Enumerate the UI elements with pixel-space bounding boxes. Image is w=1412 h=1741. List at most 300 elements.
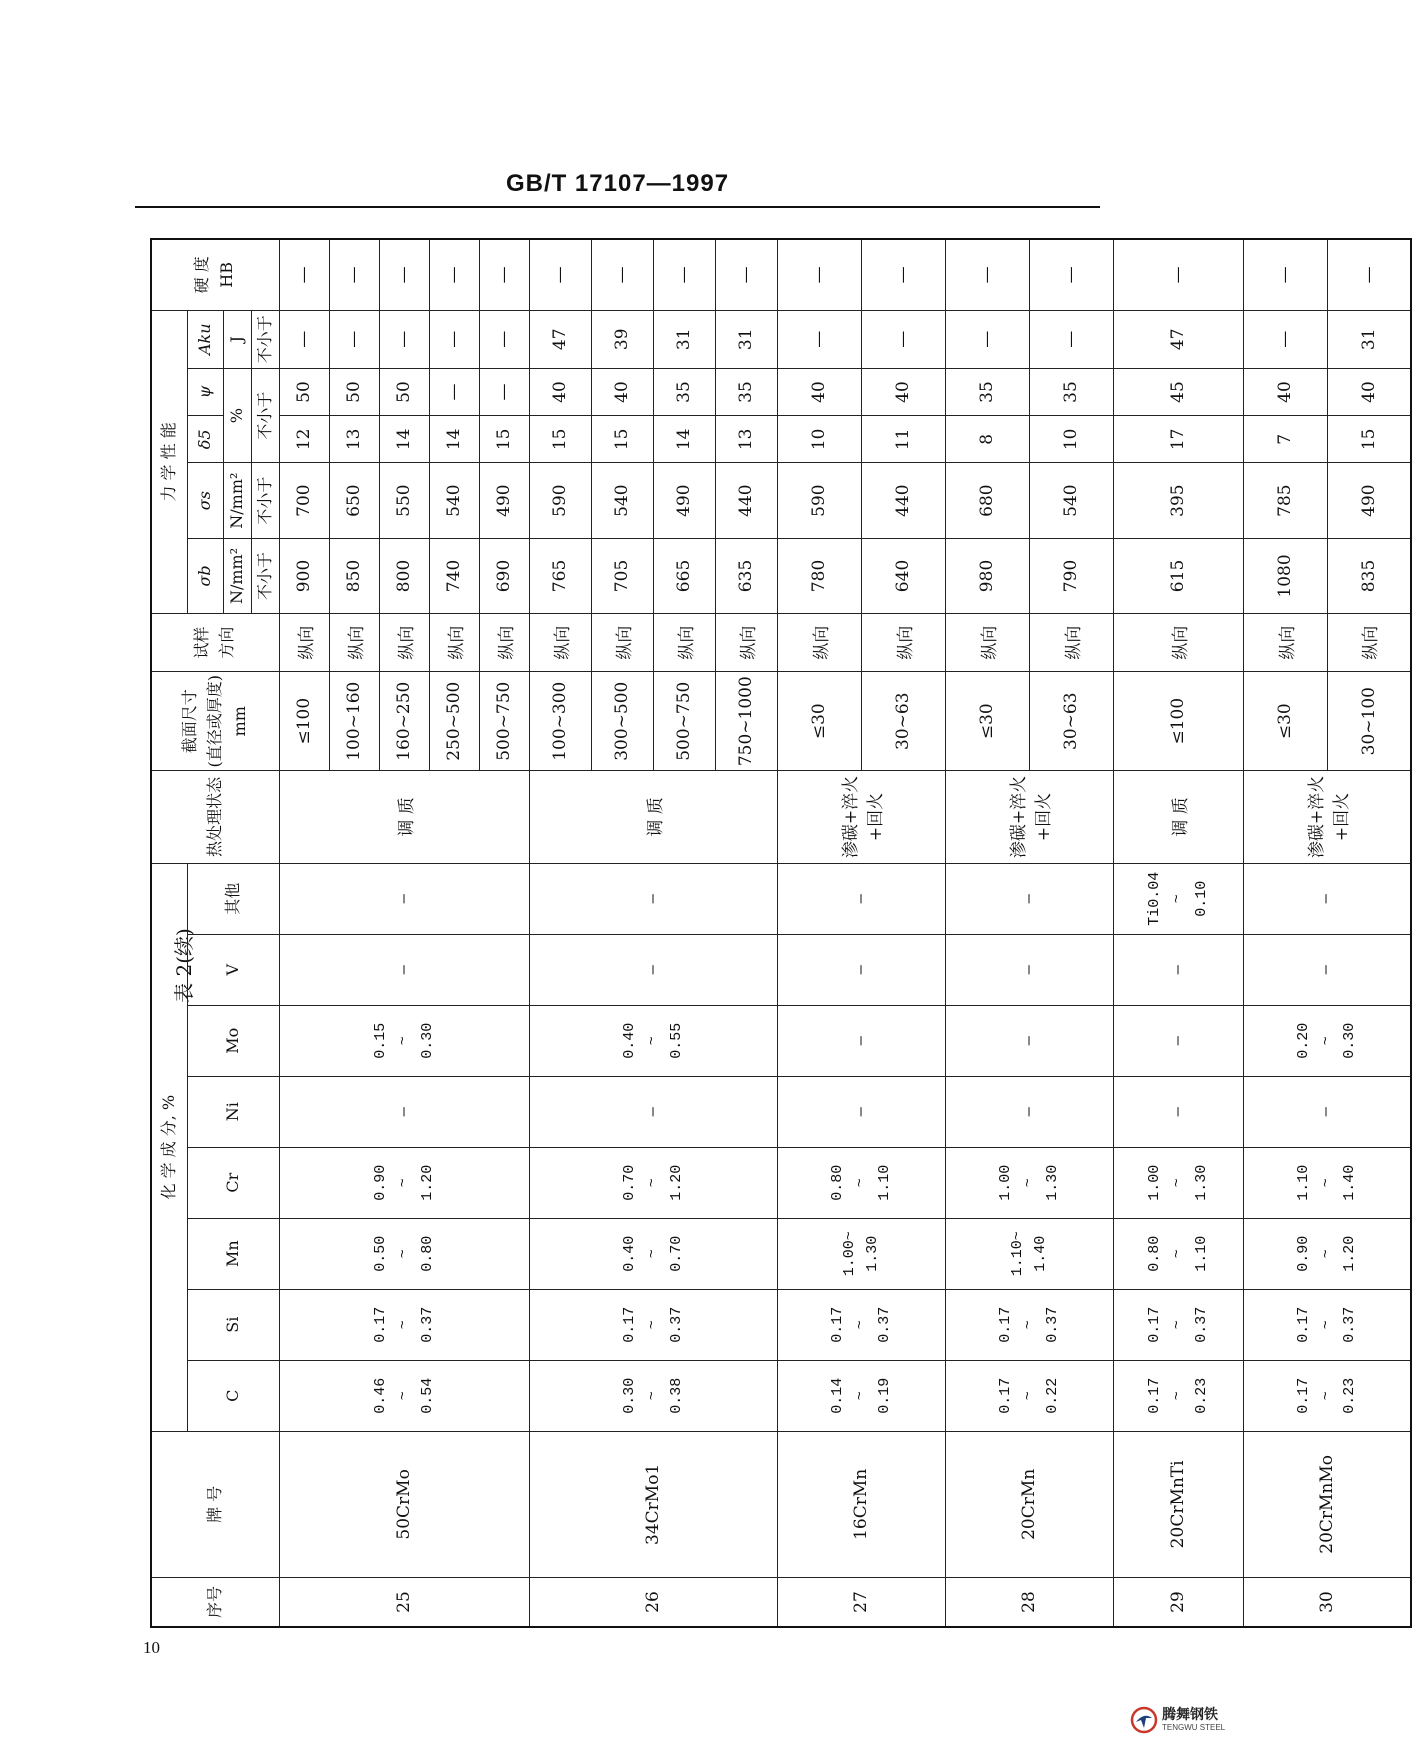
chem-cell-c-line: 0.17 — [1146, 1377, 1164, 1414]
seq-cell: 27 — [777, 1578, 945, 1627]
chem-cell-mn — [945, 1218, 1113, 1289]
chem-cell-c-line: 0.30 — [621, 1377, 639, 1414]
chem-cell-cr-line: 1.20 — [667, 1164, 685, 1201]
chem-cell-ni: — — [777, 1076, 945, 1147]
size-cell: ≤30 — [777, 672, 861, 771]
sigma-b-unit: N/mm² — [223, 538, 251, 613]
chem-cell-si-line: 0.37 — [1192, 1306, 1210, 1343]
chem-cell-si-line: 0.17 — [829, 1306, 847, 1343]
chem-cell-si-line: ~ — [1020, 1320, 1038, 1330]
chem-cell-c — [529, 1360, 777, 1431]
tensile-strength-cell: 705 — [591, 538, 653, 613]
table-row — [777, 239, 861, 1627]
chem-cell-mn-line: ~ — [1318, 1249, 1336, 1259]
tensile-strength-cell: 640 — [861, 538, 945, 613]
elongation-cell: 7 — [1243, 416, 1327, 463]
impact-energy-cell: 31 — [653, 310, 715, 368]
yield-strength-cell: 490 — [653, 463, 715, 538]
chem-cell-cr — [1113, 1147, 1243, 1218]
chem-cell-mo: — — [945, 1005, 1113, 1076]
mech-header: 力 学 性 能 — [151, 310, 187, 613]
chem-cell-v: — — [529, 934, 777, 1005]
direction-cell: 纵向 — [429, 614, 479, 672]
seq-header: 序号 — [151, 1578, 279, 1627]
hardness-cell: — — [529, 239, 591, 310]
chem-cell-ni: — — [1243, 1076, 1411, 1147]
si-header: Si — [187, 1289, 279, 1360]
chem-cell-c — [945, 1360, 1113, 1431]
hardness-cell: — — [429, 239, 479, 310]
table-row — [529, 239, 591, 1627]
steel-properties-table — [150, 238, 1412, 1628]
chem-cell-cr-line: 1.40 — [1341, 1164, 1359, 1201]
direction-cell: 纵向 — [1327, 614, 1411, 672]
brand-logo-icon — [1130, 1706, 1158, 1734]
chem-cell-v: — — [945, 934, 1113, 1005]
chem-cell-mo-line: ~ — [395, 1036, 413, 1046]
chem-cell-cr-line: 0.80 — [829, 1164, 847, 1201]
size-cell: 30~100 — [1327, 672, 1411, 771]
chem-cell-c-line: 0.38 — [667, 1377, 685, 1414]
chem-cell-si-line: 0.17 — [372, 1306, 390, 1343]
hardness-cell: — — [329, 239, 379, 310]
chem-cell-si-line: ~ — [644, 1320, 662, 1330]
yield-strength-cell: 680 — [945, 463, 1029, 538]
size-cell: 160~250 — [379, 672, 429, 771]
page-number: 10 — [143, 1638, 160, 1657]
direction-cell: 纵向 — [1243, 614, 1327, 672]
hardness-cell: — — [777, 239, 861, 310]
chem-cell-c-line: ~ — [395, 1391, 413, 1401]
chem-cell-c-line: 0.17 — [997, 1377, 1015, 1414]
chem-header: 化 学 成 分, % — [151, 863, 187, 1431]
tensile-strength-cell: 740 — [429, 538, 479, 613]
chem-cell-other — [1113, 863, 1243, 934]
chem-cell-cr — [945, 1147, 1113, 1218]
size-cell: 100~300 — [529, 672, 591, 771]
table-row — [279, 239, 329, 1627]
yield-strength-cell: 540 — [1029, 463, 1113, 538]
table-row — [1113, 239, 1243, 1627]
chem-cell-mo-line: 0.15 — [372, 1022, 390, 1059]
chem-cell-other-line: 0.10 — [1192, 880, 1210, 917]
chem-cell-c-line: 0.22 — [1043, 1377, 1061, 1414]
elongation-cell: 15 — [529, 416, 591, 463]
heat-treatment-cell: 调 质 — [279, 771, 529, 864]
chem-cell-si-line: 0.37 — [1043, 1306, 1061, 1343]
direction-cell: 纵向 — [379, 614, 429, 672]
chem-cell-other: — — [1243, 863, 1411, 934]
reduction-of-area-cell: 50 — [329, 368, 379, 415]
yield-strength-cell: 490 — [1327, 463, 1411, 538]
standard-title: GB/T 17107—1997 — [505, 170, 730, 197]
size-header-line2: (直径或厚度) — [204, 674, 224, 768]
direction-cell: 纵向 — [1113, 614, 1243, 672]
size-cell: ≤30 — [1243, 672, 1327, 771]
size-header-line3: mm — [229, 706, 249, 737]
tensile-strength-cell: 780 — [777, 538, 861, 613]
grade-header: 牌 号 — [151, 1431, 279, 1577]
grade-cell: 20CrMn — [945, 1431, 1113, 1577]
hardness-cell: — — [1243, 239, 1327, 310]
chem-cell-cr-line: ~ — [395, 1178, 413, 1188]
size-header-line1: 截面尺寸 — [180, 689, 200, 754]
elongation-cell: 15 — [591, 416, 653, 463]
delta5-header: δ5 — [187, 416, 223, 463]
chem-cell-cr — [529, 1147, 777, 1218]
size-cell: 750~1000 — [715, 672, 777, 771]
chem-cell-v: — — [279, 934, 529, 1005]
chem-cell-ni: — — [1113, 1076, 1243, 1147]
chem-cell-mn — [1243, 1218, 1411, 1289]
aku-unit: J — [223, 310, 251, 368]
direction-cell: 纵向 — [591, 614, 653, 672]
sigma-b-header: σb — [187, 538, 223, 613]
heat-treatment-cell: 渗碳+淬火+回火 — [1243, 771, 1411, 864]
chem-cell-c — [1113, 1360, 1243, 1431]
reduction-of-area-cell: 35 — [1029, 368, 1113, 415]
yield-strength-cell: 440 — [715, 463, 777, 538]
impact-energy-cell: — — [945, 310, 1029, 368]
chem-cell-si — [1243, 1289, 1411, 1360]
chem-cell-mo-line: 0.20 — [1294, 1022, 1312, 1059]
chem-cell-c — [1243, 1360, 1411, 1431]
reduction-of-area-cell: 40 — [1327, 368, 1411, 415]
impact-energy-cell: — — [1029, 310, 1113, 368]
sigma-s-header: σs — [187, 463, 223, 538]
hardness-cell: — — [279, 239, 329, 310]
chem-cell-cr — [777, 1147, 945, 1218]
chem-cell-mn-line: 0.80 — [1146, 1235, 1164, 1272]
c-header: C — [187, 1360, 279, 1431]
sigma-s-min: 不小于 — [251, 463, 279, 538]
size-cell: ≤100 — [1113, 672, 1243, 771]
chem-cell-si — [279, 1289, 529, 1360]
chem-cell-cr-line: 1.30 — [1192, 1164, 1210, 1201]
chem-cell-si-line: 0.37 — [1341, 1306, 1359, 1343]
direction-cell: 纵向 — [945, 614, 1029, 672]
yield-strength-cell: 785 — [1243, 463, 1327, 538]
chem-cell-v: — — [777, 934, 945, 1005]
direction-cell: 纵向 — [715, 614, 777, 672]
yield-strength-cell: 590 — [777, 463, 861, 538]
tensile-strength-cell: 980 — [945, 538, 1029, 613]
chem-cell-cr-line: 0.70 — [621, 1164, 639, 1201]
size-cell: 500~750 — [653, 672, 715, 771]
chem-cell-mo — [1243, 1005, 1411, 1076]
heat-treatment-cell: 调 质 — [1113, 771, 1243, 864]
psi-header: ψ — [187, 368, 223, 415]
seq-cell: 28 — [945, 1578, 1113, 1627]
chem-cell-si-line: 0.37 — [875, 1306, 893, 1343]
impact-energy-cell: 31 — [1327, 310, 1411, 368]
cr-header: Cr — [187, 1147, 279, 1218]
chem-cell-si-line: ~ — [395, 1320, 413, 1330]
impact-energy-cell: — — [379, 310, 429, 368]
chem-cell-c-line: ~ — [644, 1391, 662, 1401]
chem-cell-si — [1113, 1289, 1243, 1360]
elongation-cell: 14 — [429, 416, 479, 463]
chem-cell-cr-line: 1.00 — [997, 1164, 1015, 1201]
chem-cell-c — [279, 1360, 529, 1431]
impact-energy-cell: 39 — [591, 310, 653, 368]
chem-cell-si — [945, 1289, 1113, 1360]
chem-cell-mo-line: 0.55 — [667, 1022, 685, 1059]
grade-cell: 34CrMo1 — [529, 1431, 777, 1577]
elongation-cell: 15 — [1327, 416, 1411, 463]
direction-cell: 纵向 — [279, 614, 329, 672]
elongation-min: 不小于 — [251, 368, 279, 463]
chem-cell-ni: — — [529, 1076, 777, 1147]
impact-energy-cell: 47 — [1113, 310, 1243, 368]
chem-cell-mn — [777, 1218, 945, 1289]
chem-cell-cr-line: 1.20 — [418, 1164, 436, 1201]
v-header: V — [187, 934, 279, 1005]
tensile-strength-cell: 835 — [1327, 538, 1411, 613]
yield-strength-cell: 440 — [861, 463, 945, 538]
percent-unit: % — [223, 368, 251, 463]
chem-cell-mn-line: 0.50 — [372, 1235, 390, 1272]
chem-cell-c-line: ~ — [1169, 1391, 1187, 1401]
sigma-b-min: 不小于 — [251, 538, 279, 613]
chem-cell-other: — — [777, 863, 945, 934]
tensile-strength-cell: 900 — [279, 538, 329, 613]
heat-header-text: 热处理状态 — [205, 776, 225, 857]
chem-cell-other-line: Ti0.04 — [1146, 871, 1164, 926]
hardness-header-line2: HB — [217, 261, 237, 288]
size-cell: 100~160 — [329, 672, 379, 771]
chem-cell-other: — — [945, 863, 1113, 934]
seq-cell: 25 — [279, 1578, 529, 1627]
elongation-cell: 13 — [715, 416, 777, 463]
heat-header — [151, 771, 279, 864]
reduction-of-area-cell: 50 — [379, 368, 429, 415]
chem-cell-si-line: 0.37 — [667, 1306, 685, 1343]
chem-cell-mn-line: 0.40 — [621, 1235, 639, 1272]
chem-cell-mo-line: ~ — [644, 1036, 662, 1046]
chem-cell-cr-line: ~ — [1318, 1178, 1336, 1188]
size-cell: ≤30 — [945, 672, 1029, 771]
impact-energy-cell: 47 — [529, 310, 591, 368]
table-body — [279, 239, 1411, 1627]
chem-cell-mn-line: ~ — [1169, 1249, 1187, 1259]
heat-treatment-cell: 渗碳+淬火+回火 — [777, 771, 945, 864]
chem-cell-si — [777, 1289, 945, 1360]
grade-cell: 20CrMnMo — [1243, 1431, 1411, 1577]
yield-strength-cell: 550 — [379, 463, 429, 538]
reduction-of-area-cell: 50 — [279, 368, 329, 415]
direction-cell: 纵向 — [1029, 614, 1113, 672]
direction-cell: 纵向 — [777, 614, 861, 672]
chem-cell-cr-line: 1.10 — [875, 1164, 893, 1201]
hardness-header — [151, 239, 279, 310]
chem-cell-mn-line: ~ — [644, 1249, 662, 1259]
impact-energy-cell: — — [777, 310, 861, 368]
hardness-cell: — — [1327, 239, 1411, 310]
chem-cell-c-line: 0.14 — [829, 1377, 847, 1414]
chem-cell-si-line: 0.17 — [997, 1306, 1015, 1343]
tensile-strength-cell: 690 — [479, 538, 529, 613]
chem-cell-cr-line: 1.30 — [1043, 1164, 1061, 1201]
size-cell: 30~63 — [1029, 672, 1113, 771]
elongation-cell: 15 — [479, 416, 529, 463]
hardness-header-line1: 硬 度 — [192, 256, 212, 294]
chem-cell-c — [777, 1360, 945, 1431]
other-header: 其他 — [187, 863, 279, 934]
chem-cell-mn-line: ~ — [395, 1249, 413, 1259]
chem-cell-mn — [279, 1218, 529, 1289]
chem-cell-si-line: ~ — [1318, 1320, 1336, 1330]
chem-cell-c-line: 0.46 — [372, 1377, 390, 1414]
reduction-of-area-cell: — — [479, 368, 529, 415]
table-wrapper — [150, 238, 1382, 1628]
chem-cell-si-line: ~ — [1169, 1320, 1187, 1330]
direction-cell: 纵向 — [653, 614, 715, 672]
hardness-cell: — — [715, 239, 777, 310]
yield-strength-cell: 395 — [1113, 463, 1243, 538]
impact-energy-cell: — — [279, 310, 329, 368]
grade-cell: 20CrMnTi — [1113, 1431, 1243, 1577]
size-header — [151, 672, 279, 771]
reduction-of-area-cell: — — [429, 368, 479, 415]
tensile-strength-cell: 850 — [329, 538, 379, 613]
direction-header — [151, 614, 279, 672]
hardness-cell: — — [861, 239, 945, 310]
tensile-strength-cell: 665 — [653, 538, 715, 613]
chem-cell-mn-line: 1.10 — [1192, 1235, 1210, 1272]
chem-cell-mo — [529, 1005, 777, 1076]
impact-energy-cell: — — [479, 310, 529, 368]
hardness-cell: — — [379, 239, 429, 310]
direction-header-line1: 试样 — [192, 626, 212, 659]
chem-cell-mn-line: 1.10~ — [1008, 1231, 1026, 1277]
mo-header: Mo — [187, 1005, 279, 1076]
yield-strength-cell: 650 — [329, 463, 379, 538]
reduction-of-area-cell: 40 — [529, 368, 591, 415]
heat-treatment-cell: 渗碳+淬火+回火 — [945, 771, 1113, 864]
impact-energy-cell: — — [1243, 310, 1327, 368]
size-cell: 500~750 — [479, 672, 529, 771]
aku-header: Aku — [187, 310, 223, 368]
hardness-cell: — — [653, 239, 715, 310]
chem-cell-mn — [1113, 1218, 1243, 1289]
direction-cell: 纵向 — [329, 614, 379, 672]
impact-energy-cell: — — [429, 310, 479, 368]
elongation-cell: 14 — [653, 416, 715, 463]
impact-energy-cell: — — [861, 310, 945, 368]
reduction-of-area-cell: 40 — [777, 368, 861, 415]
chem-cell-c-line: 0.23 — [1341, 1377, 1359, 1414]
sigma-s-unit: N/mm² — [223, 463, 251, 538]
seq-cell: 26 — [529, 1578, 777, 1627]
chem-cell-si-line: ~ — [852, 1320, 870, 1330]
ni-header: Ni — [187, 1076, 279, 1147]
chem-cell-cr-line: 0.90 — [372, 1164, 390, 1201]
impact-energy-cell: 31 — [715, 310, 777, 368]
yield-strength-cell: 490 — [479, 463, 529, 538]
chem-cell-c-line: 0.23 — [1192, 1377, 1210, 1414]
yield-strength-cell: 540 — [429, 463, 479, 538]
elongation-cell: 17 — [1113, 416, 1243, 463]
chem-cell-c-line: ~ — [1318, 1391, 1336, 1401]
header-rule — [135, 206, 1100, 208]
seq-cell: 30 — [1243, 1578, 1411, 1627]
yield-strength-cell: 590 — [529, 463, 591, 538]
tensile-strength-cell: 615 — [1113, 538, 1243, 613]
elongation-cell: 10 — [777, 416, 861, 463]
hardness-cell: — — [945, 239, 1029, 310]
reduction-of-area-cell: 40 — [591, 368, 653, 415]
chem-cell-mo-line: 0.40 — [621, 1022, 639, 1059]
chem-cell-cr-line: ~ — [1020, 1178, 1038, 1188]
chem-cell-c-line: ~ — [1020, 1391, 1038, 1401]
chem-cell-other: — — [529, 863, 777, 934]
reduction-of-area-cell: 35 — [715, 368, 777, 415]
hardness-cell: — — [1029, 239, 1113, 310]
chem-cell-cr-line: ~ — [644, 1178, 662, 1188]
chem-cell-cr-line: ~ — [852, 1178, 870, 1188]
chem-cell-mo — [279, 1005, 529, 1076]
elongation-cell: 11 — [861, 416, 945, 463]
direction-cell: 纵向 — [529, 614, 591, 672]
mn-header: Mn — [187, 1218, 279, 1289]
chem-cell-c-line: ~ — [852, 1391, 870, 1401]
elongation-cell: 14 — [379, 416, 429, 463]
chem-cell-v: — — [1243, 934, 1411, 1005]
chem-cell-cr — [279, 1147, 529, 1218]
impact-energy-cell: — — [329, 310, 379, 368]
hardness-cell: — — [1113, 239, 1243, 310]
chem-cell-v: — — [1113, 934, 1243, 1005]
grade-cell: 16CrMn — [777, 1431, 945, 1577]
logo-name-en: TENGWU STEEL — [1162, 1723, 1226, 1732]
reduction-of-area-cell: 45 — [1113, 368, 1243, 415]
grade-cell: 50CrMo — [279, 1431, 529, 1577]
chem-cell-mo: — — [1113, 1005, 1243, 1076]
seq-cell: 29 — [1113, 1578, 1243, 1627]
chem-cell-mn-line: 1.40 — [1032, 1235, 1049, 1272]
chem-cell-cr-line: ~ — [1169, 1178, 1187, 1188]
chem-cell-mn-line: 1.00~ — [840, 1231, 858, 1277]
chem-cell-si-line: 0.17 — [621, 1306, 639, 1343]
elongation-cell: 8 — [945, 416, 1029, 463]
chem-cell-mo: — — [777, 1005, 945, 1076]
logo-name-cn: 腾舞钢铁 — [1162, 1707, 1218, 1723]
table-row — [945, 239, 1029, 1627]
direction-cell: 纵向 — [861, 614, 945, 672]
elongation-cell: 12 — [279, 416, 329, 463]
direction-cell: 纵向 — [479, 614, 529, 672]
size-cell: 30~63 — [861, 672, 945, 771]
chem-cell-mo-line: 0.30 — [418, 1022, 436, 1059]
yield-strength-cell: 540 — [591, 463, 653, 538]
chem-cell-other: — — [279, 863, 529, 934]
table-row — [1243, 239, 1327, 1627]
chem-cell-mn-line: 1.20 — [1341, 1235, 1359, 1272]
chem-cell-cr-line: 1.00 — [1146, 1164, 1164, 1201]
tensile-strength-cell: 765 — [529, 538, 591, 613]
size-cell: 250~500 — [429, 672, 479, 771]
chem-cell-mn — [529, 1218, 777, 1289]
reduction-of-area-cell: 35 — [945, 368, 1029, 415]
chem-cell-mn-line: 0.70 — [667, 1235, 685, 1272]
tensile-strength-cell: 1080 — [1243, 538, 1327, 613]
chem-cell-mo-line: ~ — [1318, 1036, 1336, 1046]
chem-cell-cr — [1243, 1147, 1411, 1218]
hardness-cell: — — [591, 239, 653, 310]
size-cell: ≤100 — [279, 672, 329, 771]
chem-cell-mn-line: 1.30 — [864, 1235, 881, 1272]
